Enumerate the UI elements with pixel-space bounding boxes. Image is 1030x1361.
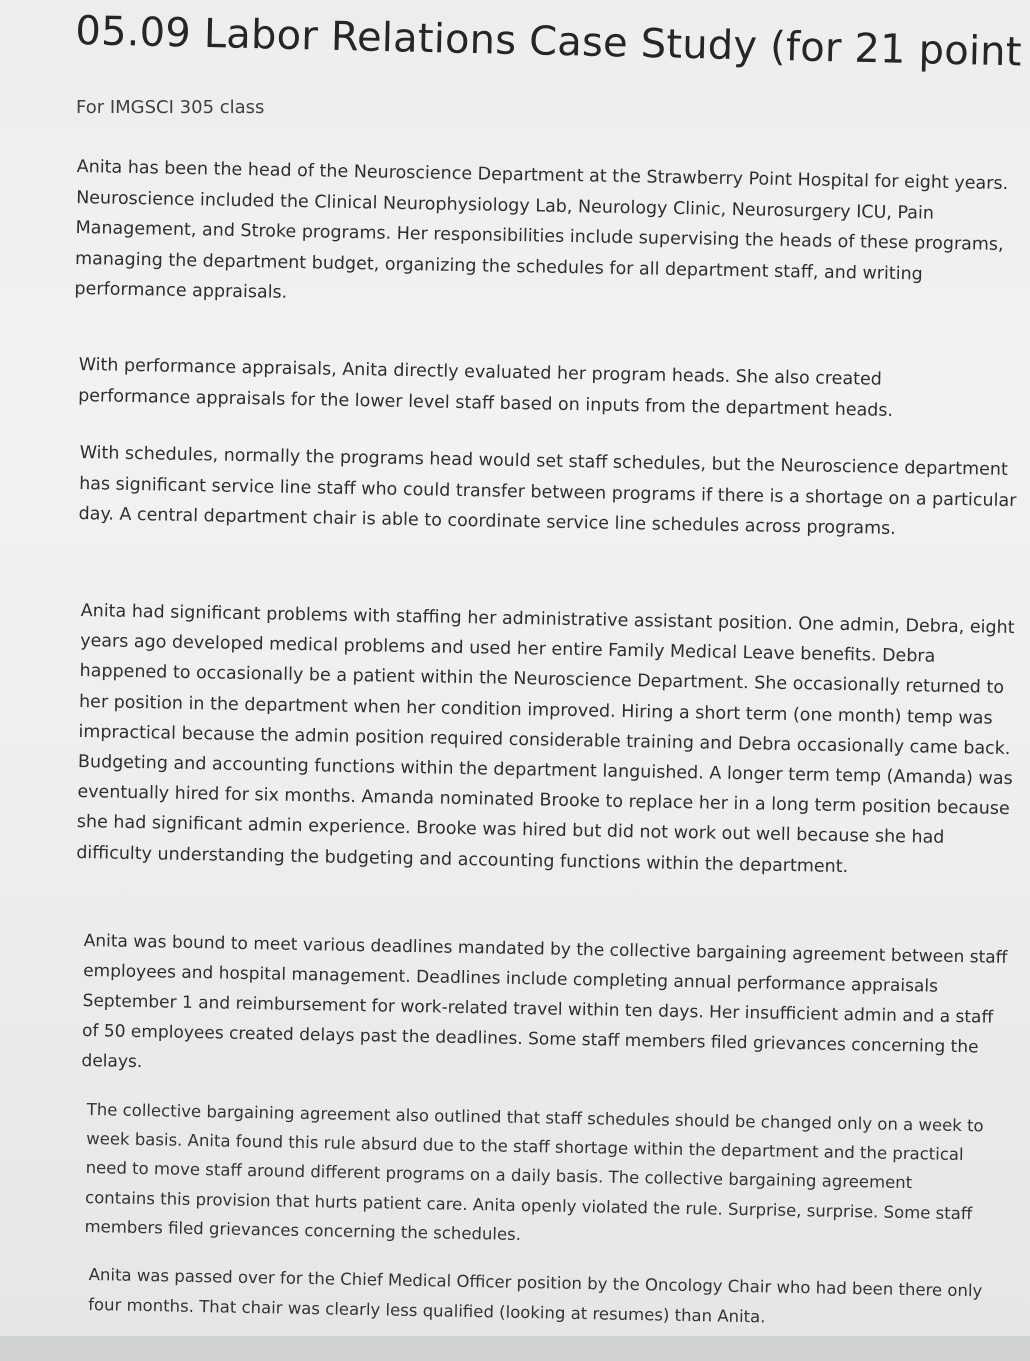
document-subtitle: For IMGSCI 305 class <box>76 97 265 118</box>
paragraph-deadlines: Anita was bound to meet various deadlines mandated by the collective bargaining agreement between staff employees and hospital management. Deadlines include completing annual performance appraisals September 1 and reimbursement for work-related travel within ten days. Her insufficient admin and a staff of 50 employees created delays past the deadlines. Some staff members filed grievances concerning the delays. <box>81 930 1008 1073</box>
paragraph-schedule-rule: The collective bargaining agreement also outlined that staff schedules should be changed only on a week to week basis. Anita found this rule absurd due to the staff shortage within the department and the practical need to move staff around different programs on a daily basis. The collective bargaining agreement contains this provision that hurts patient care. Anita openly violated the rule. Surprise, surprise. Some staff members filed grievances concerning the schedules. <box>84 1099 984 1244</box>
paragraph-staffing-problems: Anita had significant problems with staffing her administrative assistant position. One admin, Debra, eight years ago developed medical problems and used her entire Family Medical Leave benefits. Debra happened to occasionally be a patient within the Neuroscience Department. She occasionally returned to her position in the department when her condition improved. Hiring a short term (one month) temp was impractical because the admin position required considerable training and Debra occasionally came back. Budgeting and accounting functions within the department languished. A longer term temp (Amanda) was eventually hired for six months. Amanda nominated Brooke to replace her in a long term position because she had significant admin experience. Brooke was hired but did not work out well because she had difficulty understanding the budgeting and accounting functions within the department. <box>76 600 1015 877</box>
paragraph-department-overview: Anita has been the head of the Neuroscience Department at the Strawberry Point Hospital for eight years. Neuroscience included the Clinical Neurophysiology Lab, Neurology Clinic, Neurosurgery ICU, Pain Management, and Stroke programs. Her responsibilities include supervising the heads of these programs, managing the department budget, organizing the schedules for all department staff, and writing performance appraisals. <box>74 156 1009 303</box>
paragraph-performance-appraisals: With performance appraisals, Anita directly evaluated her program heads. She also created performance appraisals for the lower level staff based on inputs from the department heads. <box>77 354 894 421</box>
document-title: 05.09 Labor Relations Case Study (for 21 point <box>74 8 1023 76</box>
paragraph-cmo-position: Anita was passed over for the Chief Medical Officer position by the Oncology Chair who had been there only four months. That chair was clearly less qualified (looking at resumes) than Anita. <box>88 1264 983 1326</box>
paragraph-schedules: With schedules, normally the programs head would set staff schedules, but the Neuroscience department has significant service line staff who could transfer between programs if there is a shortage on a particular day. A central department chair is able to coordinate service line schedules across programs. <box>78 442 1017 539</box>
bottom-bar <box>0 1336 1030 1361</box>
